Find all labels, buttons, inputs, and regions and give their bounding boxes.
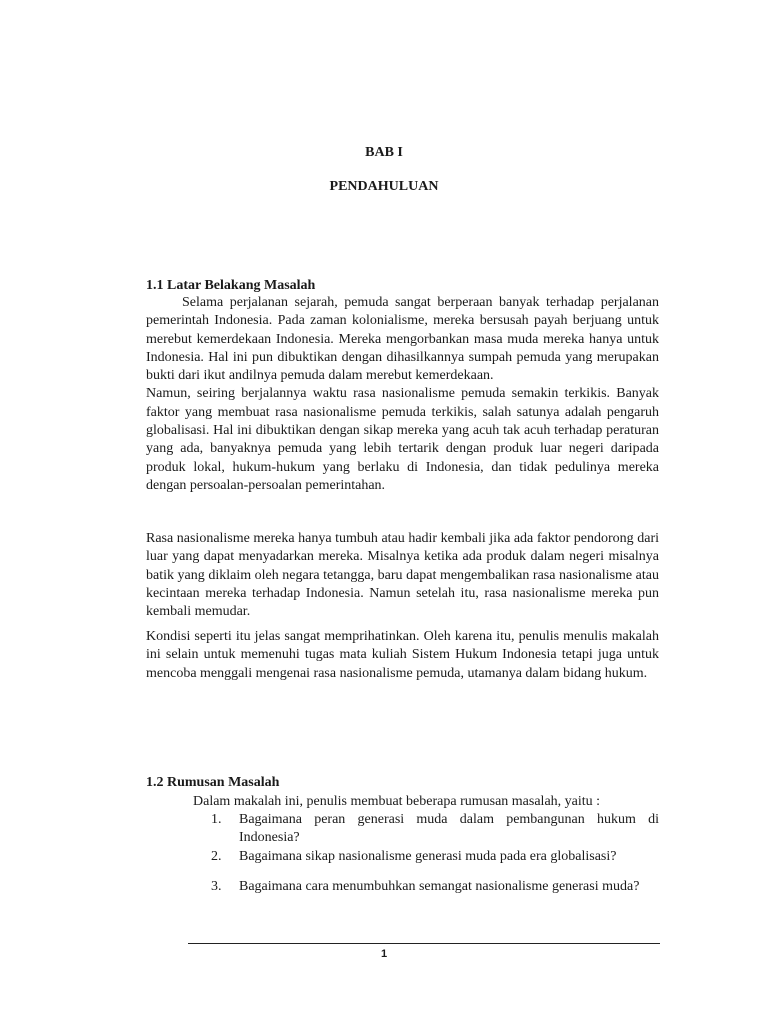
list-item-number: 3.	[211, 878, 222, 894]
paragraph-2: Namun, seiring berjalannya waktu rasa nasionalisme pemuda semakin terkikis. Banyak faktor yang membuat rasa nasionalisme pemuda terkikis, salah satunya adalah pengaruh globalisasi. Hal ini dibuktikan dengan sikap mereka yang acuh tak acuh terhadap peraturan yang ada, banyaknya pemuda yang lebih tertarik dengan produk luar negeri daripada produk lokal, hukum-hukum yang berlaku di Indonesia, dan tidak pedulinya mereka dengan persoalan-persoalan pemerintahan.	[146, 386, 659, 493]
list-item-number: 1.	[211, 812, 222, 827]
list-item	[211, 848, 659, 866]
chapter-title: PENDAHULUAN	[329, 179, 439, 194]
list-item-text: Bagaimana sikap nasionalisme generasi muda pada era globalisasi?	[239, 848, 617, 864]
paragraph-4: Kondisi seperti itu jelas sangat memprihatinkan. Oleh karena itu, penulis menulis makalah ini selain untuk memenuhi tugas mata kuliah Sistem Hukum Indonesia tetapi juga untuk mencoba menggali mengenai rasa nasionalisme pemuda, utamanya dalam bidang hukum.	[146, 629, 659, 681]
paragraph-1: Selama perjalanan sejarah, pemuda sangat berperaan banyak terhadap perjalanan pemerintah Indonesia. Pada zaman kolonialisme, mereka bersusah payah berjuang untuk merebut kemerdekaan Indonesia. Mereka mengorbankan masa muda mereka hanya untuk Indonesia. Hal ini pun dibuktikan dengan dihasilkannya sumpah pemuda yang merupakan bukti dari ikut andilnya pemuda dalam merebut kemerdekaan.	[146, 295, 659, 384]
chapter-number: BAB I	[365, 145, 403, 160]
section-heading-rumusan-masalah: 1.2 Rumusan Masalah	[146, 775, 280, 790]
section-heading-latar-belakang: 1.1 Latar Belakang Masalah	[146, 278, 316, 293]
footer-divider	[188, 943, 660, 944]
rumusan-intro: Dalam makalah ini, penulis membuat beberapa rumusan masalah, yaitu :	[193, 794, 601, 809]
question-list	[211, 811, 659, 900]
list-item-number: 2.	[211, 848, 222, 864]
list-item	[211, 811, 659, 848]
list-item-text: Bagaimana cara menumbuhkan semangat nasionalisme generasi muda?	[239, 878, 640, 894]
page-number: 1	[380, 948, 388, 960]
paragraph-3: Rasa nasionalisme mereka hanya tumbuh atau hadir kembali jika ada faktor pendorong dari luar yang dapat menyadarkan mereka. Misalnya ketika ada produk dalam negeri misalnya batik yang diklaim oleh negara tetangga, baru dapat mengembalikan rasa nasionalisme atau kecintaan mereka terhadap Indonesia. Namun setelah itu, rasa nasionalisme mereka pun kembali memudar.	[146, 531, 659, 620]
section-1-paragraph-group-1	[146, 294, 659, 495]
list-item	[211, 874, 659, 900]
section-1-paragraph-group-3	[146, 628, 659, 683]
list-item-text: Bagaimana peran generasi muda dalam pembangunan hukum di Indonesia?	[239, 812, 659, 846]
section-1-paragraph-group-2	[146, 530, 659, 621]
